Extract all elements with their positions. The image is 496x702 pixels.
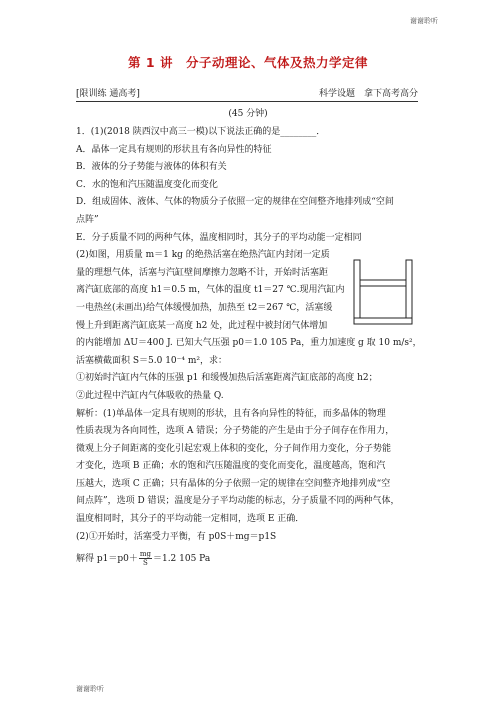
lecture-title: 第 1 讲 分子动理论、气体及热力学定律 <box>128 55 368 70</box>
option-d: D．组成固体、液体、气体的物质分子依照一定的规律在空间整齐地排列成“空间 <box>76 197 394 208</box>
analysis-line: 压越大，选项 C 正确；只有晶体的分子依照一定的规律在空间整齐地排列成“空 <box>76 478 391 489</box>
part2-line: 慢上升到距离汽缸底某一高度 h2 处，此过程中被封闭气体增加 <box>76 320 328 331</box>
option-a: A．晶体一定具有规则的形状且有各向异性的特征 <box>76 144 272 155</box>
subline-left: [限训练 通高考] <box>76 89 140 99</box>
part2-line: 一电热丝(未画出)给气体缓慢加热，加热至 t2＝267 ℃，活塞缓 <box>76 302 333 313</box>
part2-line: 的内能增加 ΔU＝400 J. 已知大气压强 p0＝1.0 105 Pa，重力加速度 g 取 10 m/s²， <box>76 338 422 349</box>
part2-line: (2)如图，用质量 m＝1 kg 的绝热活塞在绝热汽缸内封闭一定质 <box>76 250 330 261</box>
analysis-line: 微观上分子间距离的变化引起宏观上体积的变化，分子间作用力变化，分子势能 <box>76 443 392 454</box>
time-limit: (45 分钟) <box>228 109 268 119</box>
section-subline <box>76 86 418 102</box>
question-stem: 1．(1)(2018 陕西汉中高三一模)以下说法正确的是________． <box>76 127 326 137</box>
solution-line <box>76 550 422 569</box>
analysis-line: 解析：(1)单晶体一定具有规则的形状，且有各向异性的特征，而多晶体的物理 <box>76 408 386 419</box>
analysis-line: 间点阵”，选项 D 错误；温度是分子平均动能的标志，分子质量不同的两种气体， <box>76 496 400 507</box>
solution-suffix: ＝1.2 105 Pa <box>152 554 211 565</box>
analysis-line: (2)①开始时，活塞受力平衡，有 p0S＋mg＝p1S <box>76 531 277 542</box>
fraction <box>139 550 152 567</box>
option-d-cont: 点阵” <box>76 214 99 225</box>
page-header: 谢谢聆听 <box>410 17 438 25</box>
cylinder-piston-figure <box>352 258 414 326</box>
page-footer: 谢谢聆听 <box>76 685 104 693</box>
solution-prefix: 解得 p1＝p0＋ <box>76 554 138 565</box>
sub-question-2: ②此过程中汽缸内气体吸收的热量 Q. <box>76 390 224 401</box>
sub-question-1: ①初始时汽缸内气体的压强 p1 和缓慢加热后活塞距离汽缸底部的高度 h2； <box>76 373 378 384</box>
option-c: C．水的饱和汽压随温度变化而变化 <box>76 179 218 190</box>
fraction-denominator: S <box>143 559 148 568</box>
subline-right: 科学设题 拿下高考高分 <box>318 89 418 99</box>
analysis-line: 性质表现为各向同性，选项 A 错误；分子势能的产生是由于分子间存在作用力， <box>76 426 395 437</box>
option-b: B．液体的分子势能与液体的体积有关 <box>76 162 227 173</box>
analysis-line: 温度相同时，其分子的平均动能一定相同，选项 E 正确． <box>76 514 305 525</box>
option-e: E．分子质量不同的两种气体，温度相同时，其分子的平均动能一定相同 <box>76 232 362 243</box>
part2-line: 量的理想气体，活塞与汽缸壁间摩擦力忽略不计，开始时活塞距 <box>76 267 329 278</box>
analysis-line: 才变化，选项 B 正确；水的饱和汽压随温度的变化而变化，温度越高，饱和汽 <box>76 461 386 472</box>
part2-line: 活塞横截面积 S＝5.0 10⁻⁴ m²，求： <box>76 355 228 366</box>
fraction-numerator: mg <box>139 550 151 559</box>
part2-line: 离汽缸底部的高度 h1＝0.5 m，气体的温度 t1＝27 ℃.现用汽缸内 <box>76 285 345 296</box>
question-body <box>76 124 422 569</box>
